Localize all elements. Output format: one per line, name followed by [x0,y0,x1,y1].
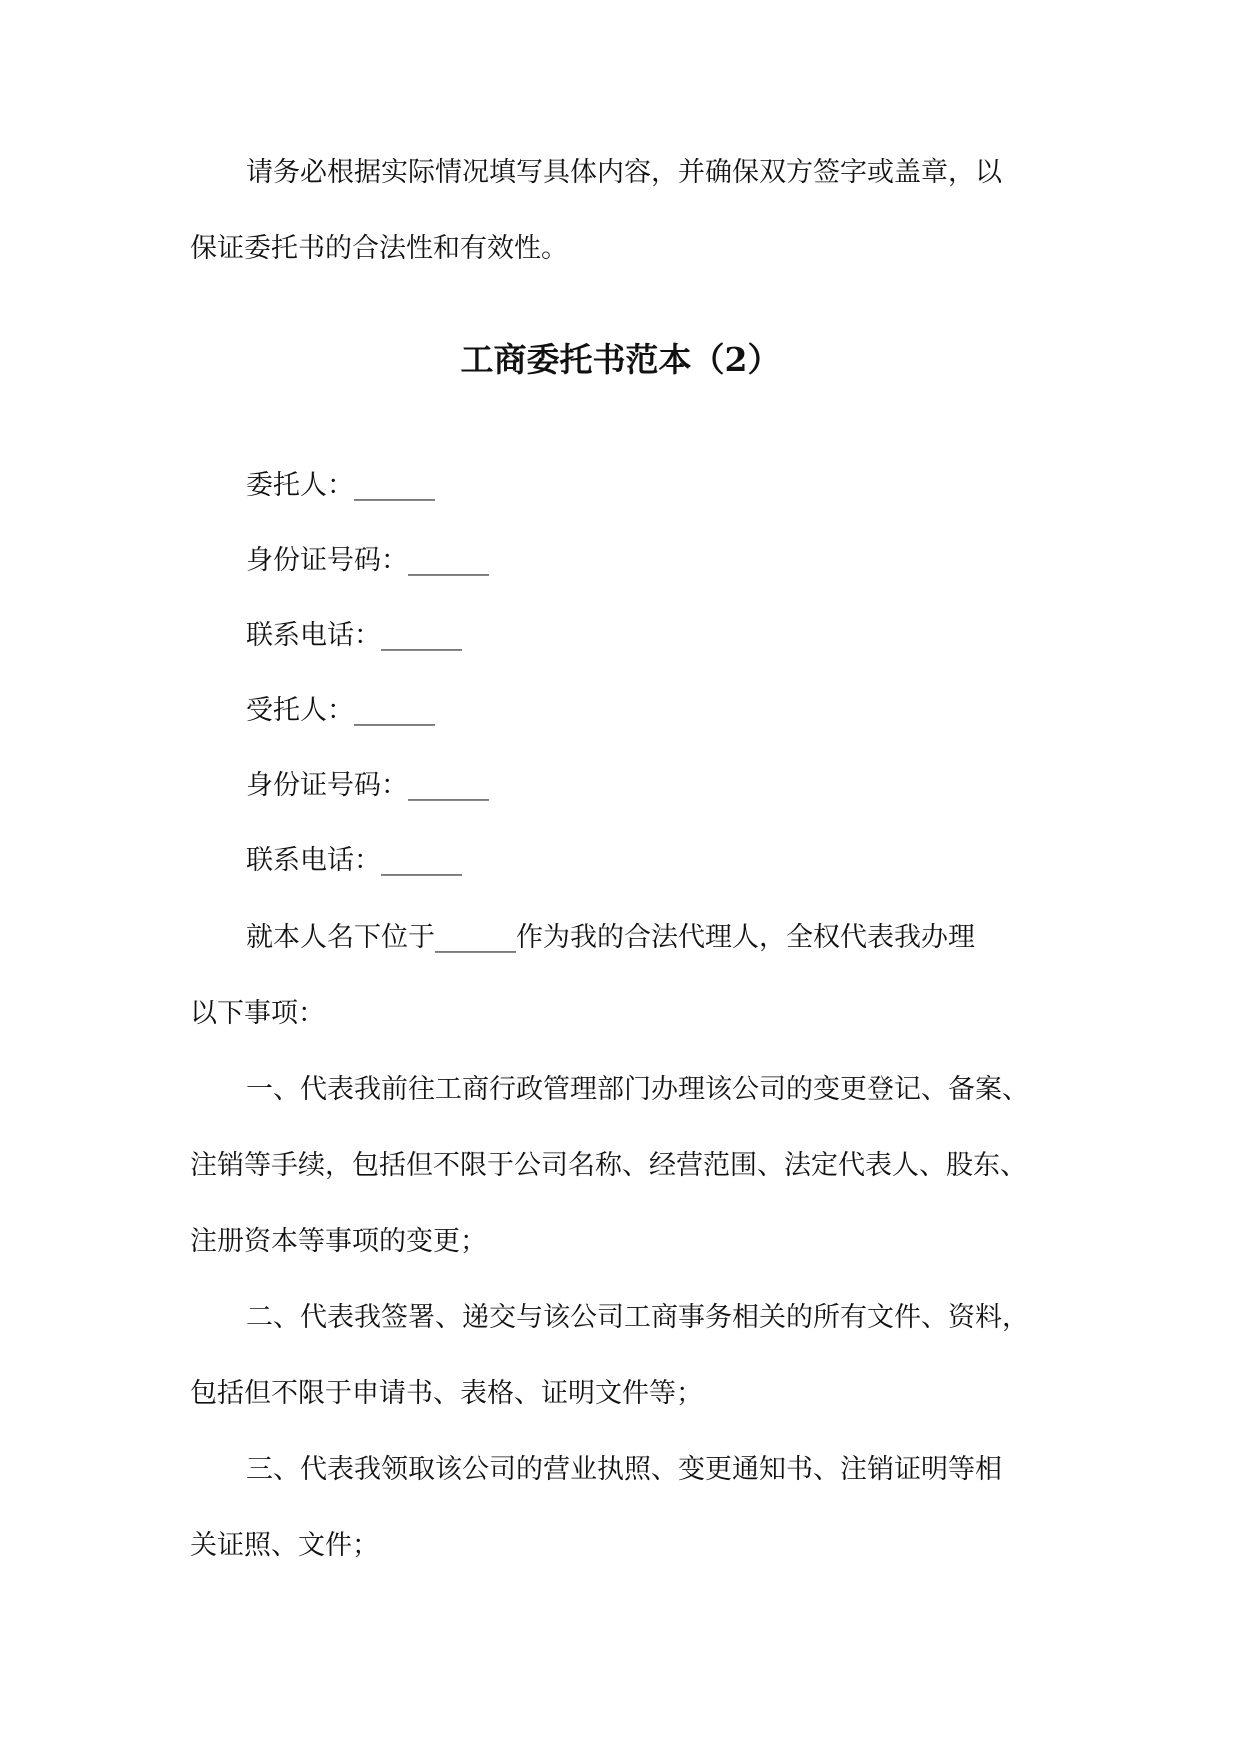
field-principal-id: 身份证号码：______ [246,545,489,576]
item-1-line-3: 注册资本等事项的变更； [190,1226,487,1257]
item-2-line-1: 二、代表我签署、递交与该公司工商事务相关的所有文件、资料， [246,1302,1029,1333]
intro-line-1: 请务必根据实际情况填写具体内容，并确保双方签字或盖章，以 [246,157,1002,188]
intro-line-2: 保证委托书的合法性和有效性。 [190,233,568,264]
field-principal-phone: 联系电话：______ [246,620,462,651]
document-title: 工商委托书范本（2） [460,340,781,379]
item-3-line-2: 关证照、文件； [190,1530,379,1561]
statement-line-1: 就本人名下位于______作为我的合法代理人，全权代表我办理 [246,922,975,953]
field-agent: 受托人：______ [246,695,435,726]
item-1-line-1: 一、代表我前往工商行政管理部门办理该公司的变更登记、备案、 [246,1074,1029,1105]
field-agent-id: 身份证号码：______ [246,770,489,801]
field-principal: 委托人：______ [246,470,435,501]
field-agent-phone: 联系电话：______ [246,845,462,876]
item-3-line-1: 三、代表我领取该公司的营业执照、变更通知书、注销证明等相 [246,1454,1002,1485]
item-2-line-2: 包括但不限于申请书、表格、证明文件等； [190,1378,703,1409]
item-1-line-2: 注销等手续，包括但不限于公司名称、经营范围、法定代表人、股东、 [190,1150,1027,1181]
statement-line-2: 以下事项： [190,998,325,1029]
